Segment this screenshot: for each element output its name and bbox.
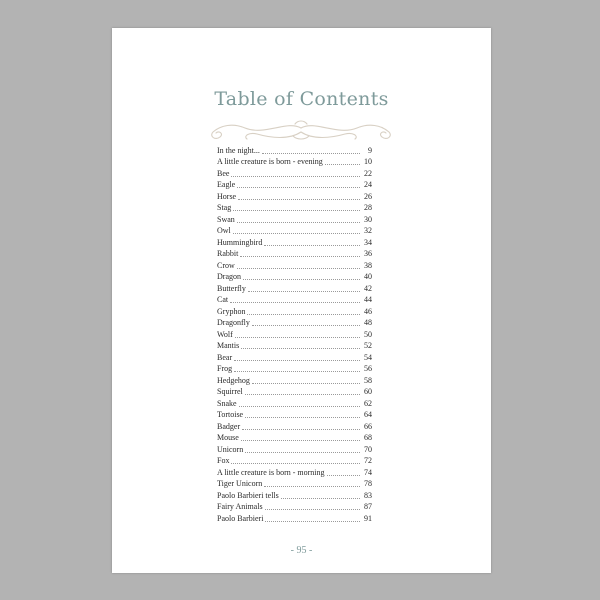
dot-leader (252, 325, 360, 326)
dot-leader (327, 475, 360, 476)
dot-leader (265, 509, 360, 510)
toc-entry (217, 293, 372, 305)
toc-entry (217, 488, 372, 500)
toc-entry (217, 477, 372, 489)
toc-entry-page: 56 (364, 364, 372, 373)
toc-entry-page: 72 (364, 456, 372, 465)
toc-entry-label: Fairy Animals (217, 502, 263, 511)
toc-entry (217, 304, 372, 316)
dot-leader (237, 222, 360, 223)
toc-entry-page: 42 (364, 283, 372, 293)
dot-leader (245, 452, 360, 453)
toc-entry-label: Fox (217, 456, 230, 465)
dot-leader (265, 521, 360, 522)
toc-entry-page: 34 (364, 237, 372, 247)
dot-leader (245, 394, 360, 395)
toc-entry-label: Dragonfly (217, 318, 250, 327)
dot-leader (248, 291, 360, 292)
toc-entry-label: Squirrel (217, 387, 243, 396)
toc-entry-page: 38 (364, 260, 372, 270)
page-title: Table of Contents (214, 88, 389, 110)
dot-leader (262, 153, 360, 154)
toc-entry-label: Badger (217, 421, 241, 431)
dot-leader (230, 302, 360, 303)
toc-entry (217, 350, 372, 362)
dot-leader (237, 268, 360, 269)
toc-entry-page: 70 (364, 444, 372, 454)
dot-leader (241, 440, 360, 441)
toc-entry (217, 281, 372, 293)
toc-entry-label: Eagle (217, 180, 236, 189)
dot-leader (247, 314, 360, 315)
toc-entry-page: 48 (364, 318, 372, 327)
toc-entry (217, 396, 372, 408)
toc-entry-page: 9 (368, 145, 372, 155)
dot-leader (237, 187, 360, 188)
toc-entry (217, 500, 372, 512)
toc-entry (217, 189, 372, 201)
toc-entry-label: Snake (217, 398, 237, 408)
toc-entry-page: 74 (364, 467, 372, 477)
toc-entry-page: 30 (364, 214, 372, 224)
toc-entry-page: 50 (364, 329, 372, 339)
toc-entry-label: Bee (217, 168, 230, 178)
toc-entry (217, 408, 372, 420)
toc-entry-label: Wolf (217, 329, 233, 339)
dot-leader (241, 348, 360, 349)
toc-entry (217, 224, 372, 236)
toc-entry-label: Gryphon (217, 306, 246, 316)
dot-leader (242, 429, 360, 430)
toc-entry-page: 66 (364, 421, 372, 431)
toc-entry-page: 24 (364, 180, 372, 189)
toc-entry-page: 60 (364, 387, 372, 396)
toc-entry-label: In the night... (217, 145, 260, 155)
toc-entry (217, 143, 372, 155)
toc-entry-page: 52 (364, 341, 372, 350)
toc-entry-page: 91 (364, 513, 372, 523)
toc-entry-page: 36 (364, 249, 372, 258)
toc-entry-page: 22 (364, 168, 372, 178)
dot-leader (264, 245, 360, 246)
dot-leader (239, 406, 360, 407)
toc-entry-page: 62 (364, 398, 372, 408)
toc-entry (217, 235, 372, 247)
toc-entry (217, 327, 372, 339)
toc-entry-label: Rabbit (217, 249, 239, 258)
toc-entry-page: 54 (364, 352, 372, 362)
flourish-ornament-icon (205, 114, 397, 146)
dot-leader (235, 337, 360, 338)
toc-entry (217, 270, 372, 282)
toc-entry-page: 10 (364, 157, 372, 166)
dot-leader (234, 360, 360, 361)
toc-entry-label: Cat (217, 295, 229, 304)
dot-leader (245, 417, 360, 418)
toc-entry-label: A little creature is born - evening (217, 157, 323, 166)
toc-entry (217, 178, 372, 190)
toc-entry-label: A little creature is born - morning (217, 467, 325, 477)
toc-entry-label: Bear (217, 352, 233, 362)
toc-entry-label: Butterfly (217, 283, 246, 293)
toc-entry-label: Tiger Unicorn (217, 479, 263, 488)
dot-leader (231, 176, 360, 177)
toc-entry (217, 201, 372, 213)
dot-leader (231, 463, 360, 464)
dot-leader (281, 498, 360, 499)
toc-entry-page: 46 (364, 306, 372, 316)
dot-leader (240, 256, 360, 257)
toc-entry-page: 78 (364, 479, 372, 488)
toc-entry-label: Paolo Barbieri (217, 513, 264, 523)
toc-entry-label: Owl (217, 226, 231, 235)
toc-entry-page: 40 (364, 272, 372, 281)
toc-entry (217, 442, 372, 454)
toc-entry (217, 166, 372, 178)
toc-entry (217, 454, 372, 466)
toc-entry (217, 431, 372, 443)
toc-entry-label: Dragon (217, 272, 241, 281)
page-number: - 95 - (290, 545, 313, 556)
toc-entry-page: 28 (364, 203, 372, 212)
toc-entry-page: 58 (364, 375, 372, 385)
toc-entry-label: Frog (217, 364, 233, 373)
toc-entry-label: Mantis (217, 341, 240, 350)
toc-entry-page: 32 (364, 226, 372, 235)
toc-entry (217, 511, 372, 523)
toc-entry-label: Mouse (217, 433, 239, 442)
toc-entry-label: Horse (217, 191, 237, 201)
toc-entry (217, 247, 372, 259)
book-page (112, 28, 491, 573)
toc-entry (217, 465, 372, 477)
toc-entry-page: 83 (364, 490, 372, 500)
toc-entry (217, 362, 372, 374)
toc-entry (217, 373, 372, 385)
toc-entry (217, 419, 372, 431)
toc-entry-page: 87 (364, 502, 372, 511)
toc-entry-page: 64 (364, 410, 372, 419)
dot-leader (264, 486, 360, 487)
toc-entry-page: 44 (364, 295, 372, 304)
toc-entry (217, 316, 372, 328)
toc-entry-label: Hedgehog (217, 375, 250, 385)
toc-entry-page: 26 (364, 191, 372, 201)
dot-leader (252, 383, 360, 384)
toc-entry (217, 258, 372, 270)
toc-entry (217, 155, 372, 167)
toc-entry-label: Unicorn (217, 444, 244, 454)
dot-leader (234, 371, 360, 372)
toc-entry (217, 212, 372, 224)
toc-entry (217, 385, 372, 397)
toc-entry-label: Hummingbird (217, 237, 263, 247)
table-of-contents (217, 143, 372, 523)
toc-entry-label: Paolo Barbieri tells (217, 490, 279, 500)
toc-entry (217, 339, 372, 351)
dot-leader (325, 164, 360, 165)
toc-entry-label: Crow (217, 260, 235, 270)
dot-leader (233, 233, 360, 234)
toc-entry-label: Stag (217, 203, 232, 212)
toc-entry-page: 68 (364, 433, 372, 442)
dot-leader (243, 279, 360, 280)
toc-entry-label: Swan (217, 214, 235, 224)
toc-entry-label: Tortoise (217, 410, 244, 419)
dot-leader (238, 199, 360, 200)
dot-leader (233, 210, 360, 211)
